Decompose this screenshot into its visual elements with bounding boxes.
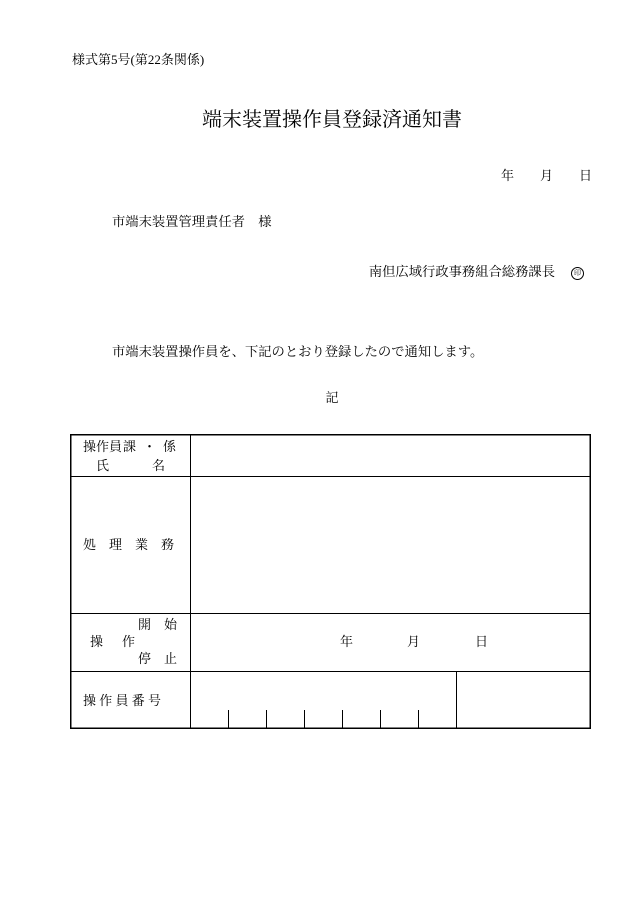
operator-value-cell: [191, 436, 589, 476]
operator-label: 操作員: [83, 439, 123, 454]
operation-start-label: 開 始: [138, 617, 178, 632]
operation-month-label: 月: [407, 633, 421, 649]
duties-value-cell: [191, 477, 589, 612]
operator-number-divider: [456, 671, 457, 729]
duties-label: 処 理 業 務: [83, 537, 175, 552]
operator-number-extra-cell: [458, 672, 589, 727]
name-label-second: 名: [152, 457, 166, 473]
notice-body-text: 市端末装置操作員を、下記のとおり登録したので通知します。: [112, 344, 484, 359]
record-heading: 記: [325, 390, 339, 405]
row-divider-2: [70, 613, 591, 614]
operation-year-label: 年: [340, 633, 354, 649]
form-number: 様式第5号(第22条関係): [72, 52, 205, 67]
sender-name: 南但広域行政事務組合総務課長: [368, 264, 555, 279]
operation-label: 操 作: [90, 633, 139, 649]
sender-block: [369, 265, 584, 280]
operation-stop-label: 停 止: [138, 651, 178, 666]
document-title: 端末装置操作員登録済通知書: [202, 109, 462, 131]
addressee: 市端末装置管理責任者 様: [112, 214, 272, 229]
section-label: 課・係: [123, 439, 184, 454]
issue-date-line: 年 月 日: [500, 168, 592, 183]
name-label-first: 氏: [96, 457, 110, 473]
registration-table: [70, 434, 591, 729]
operation-day-label: 日: [475, 633, 489, 649]
operator-number-digit-boxes: [191, 672, 455, 727]
seal-mark: 印: [571, 267, 584, 280]
operator-number-label: 操 作 員 番 号: [83, 692, 162, 708]
